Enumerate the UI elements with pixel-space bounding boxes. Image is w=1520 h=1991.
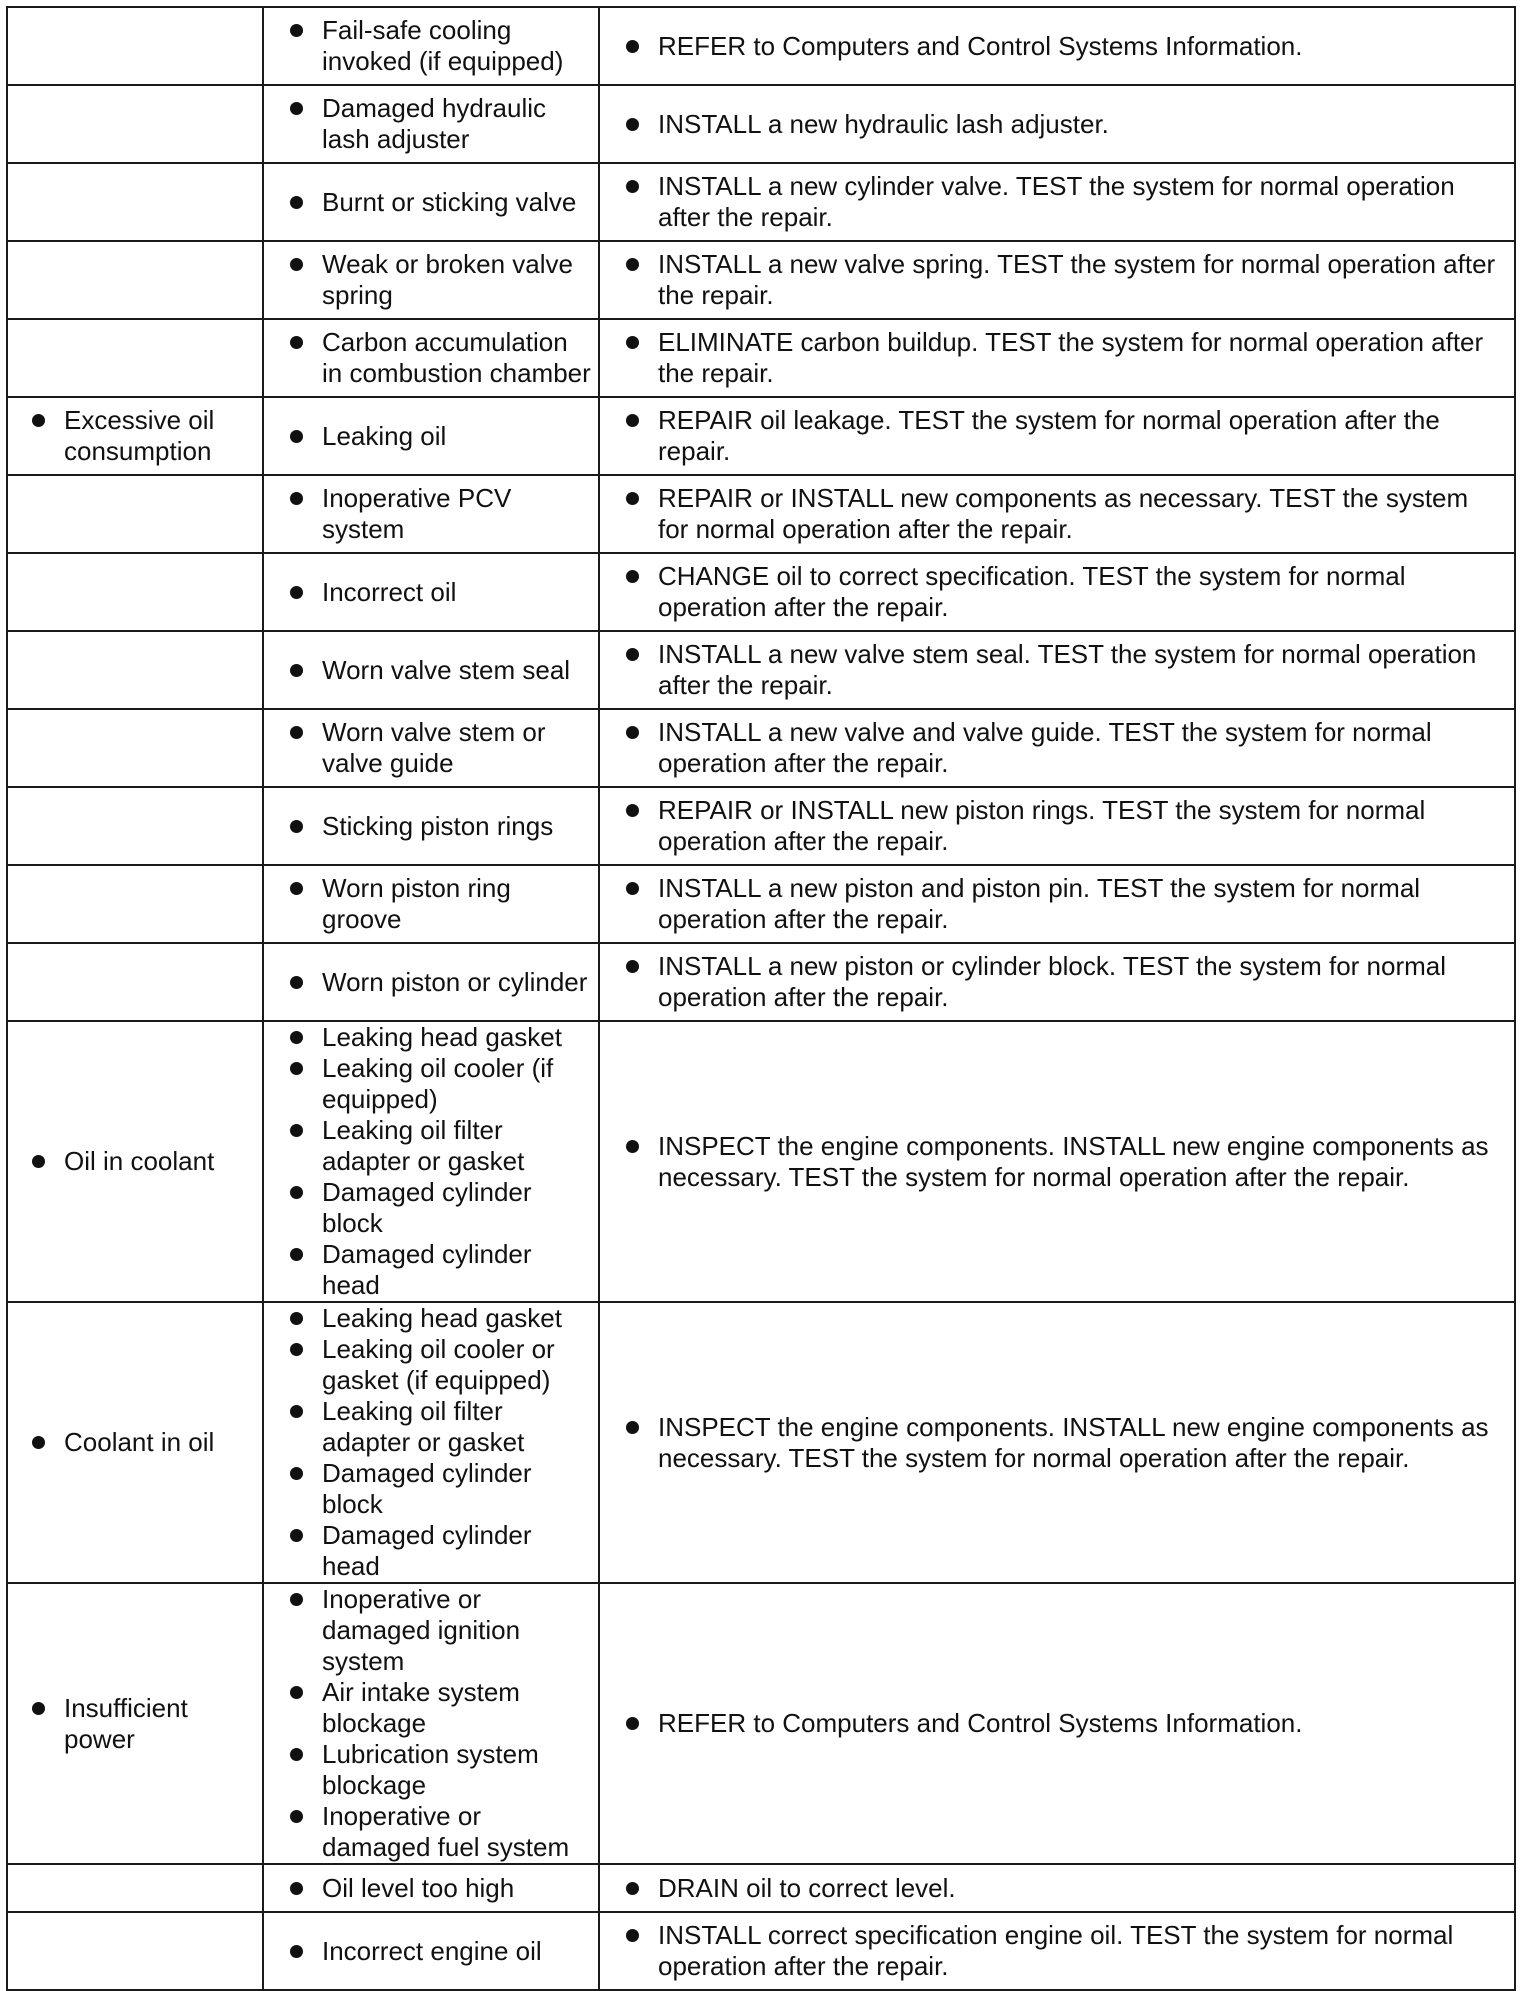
action-item: CHANGE oil to correct specification. TEST the system for normal operation after the repair. [600, 561, 1514, 623]
condition-item: Oil in coolant [8, 1146, 262, 1177]
cause-item: Leaking head gasket [264, 1303, 598, 1334]
table-row [7, 631, 1515, 709]
action-item: REPAIR oil leakage. TEST the system for normal operation after the repair. [600, 405, 1514, 467]
bullet-list [8, 1146, 262, 1177]
action-cell [599, 241, 1515, 319]
cause-item: Inoperative or damaged ignition system [264, 1584, 598, 1677]
action-item: REFER to Computers and Control Systems Information. [600, 1708, 1514, 1739]
bullet-list [600, 109, 1514, 140]
bullet-list [264, 717, 598, 779]
condition-item: Coolant in oil [8, 1427, 262, 1458]
cause-cell [263, 787, 599, 865]
condition-cell [7, 1583, 263, 1864]
action-item: REFER to Computers and Control Systems Information. [600, 31, 1514, 62]
action-cell [599, 631, 1515, 709]
bullet-list [600, 873, 1514, 935]
symptom-chart-body [7, 7, 1515, 1990]
action-item: ELIMINATE carbon buildup. TEST the system for normal operation after the repair. [600, 327, 1514, 389]
cause-item: Lubrication system blockage [264, 1739, 598, 1801]
condition-cell [7, 787, 263, 865]
table-row [7, 1583, 1515, 1864]
action-cell [599, 1583, 1515, 1864]
table-row [7, 943, 1515, 1021]
table-row [7, 397, 1515, 475]
bullet-list [264, 1873, 598, 1904]
condition-cell [7, 1302, 263, 1583]
cause-item: Sticking piston rings [264, 811, 598, 842]
symptom-chart-table [6, 6, 1516, 1991]
condition-cell [7, 163, 263, 241]
cause-item: Leaking oil [264, 421, 598, 452]
action-cell [599, 7, 1515, 85]
bullet-list [600, 1412, 1514, 1474]
cause-cell [263, 475, 599, 553]
action-item: REPAIR or INSTALL new components as necessary. TEST the system for normal operation after the repair. [600, 483, 1514, 545]
table-row [7, 85, 1515, 163]
bullet-list [600, 483, 1514, 545]
cause-cell [263, 7, 599, 85]
action-item: INSTALL a new piston and piston pin. TEST the system for normal operation after the repair. [600, 873, 1514, 935]
bullet-list [600, 639, 1514, 701]
bullet-list [264, 15, 598, 77]
action-cell [599, 865, 1515, 943]
cause-item: Leaking oil filter adapter or gasket [264, 1396, 598, 1458]
cause-item: Fail-safe cooling invoked (if equipped) [264, 15, 598, 77]
cause-item: Worn valve stem seal [264, 655, 598, 686]
action-item: INSTALL a new valve stem seal. TEST the system for normal operation after the repair. [600, 639, 1514, 701]
table-row [7, 241, 1515, 319]
table-row [7, 553, 1515, 631]
cause-cell [263, 709, 599, 787]
cause-cell [263, 85, 599, 163]
action-item: INSTALL a new hydraulic lash adjuster. [600, 109, 1514, 140]
condition-cell [7, 631, 263, 709]
bullet-list [600, 717, 1514, 779]
action-cell [599, 85, 1515, 163]
bullet-list [264, 873, 598, 935]
bullet-list [600, 1131, 1514, 1193]
bullet-list [600, 951, 1514, 1013]
cause-item: Leaking head gasket [264, 1022, 598, 1053]
cause-cell [263, 1864, 599, 1912]
table-row [7, 787, 1515, 865]
cause-cell [263, 397, 599, 475]
cause-cell [263, 865, 599, 943]
bullet-list [600, 31, 1514, 62]
table-row [7, 475, 1515, 553]
cause-cell [263, 1302, 599, 1583]
bullet-list [264, 1936, 598, 1967]
action-cell [599, 787, 1515, 865]
action-item: INSTALL a new valve spring. TEST the system for normal operation after the repair. [600, 249, 1514, 311]
cause-item: Weak or broken valve spring [264, 249, 598, 311]
cause-item: Damaged cylinder block [264, 1177, 598, 1239]
cause-cell [263, 943, 599, 1021]
condition-item: Insufficient power [8, 1693, 262, 1755]
bullet-list [600, 1708, 1514, 1739]
condition-cell [7, 397, 263, 475]
table-row [7, 1912, 1515, 1990]
condition-item: Excessive oil consumption [8, 405, 262, 467]
cause-item: Damaged cylinder head [264, 1520, 598, 1582]
cause-item: Damaged cylinder head [264, 1239, 598, 1301]
bullet-list [264, 1303, 598, 1582]
cause-cell [263, 1912, 599, 1990]
cause-cell [263, 1583, 599, 1864]
cause-item: Inoperative or damaged fuel system [264, 1801, 598, 1863]
cause-cell [263, 1021, 599, 1302]
bullet-list [600, 171, 1514, 233]
bullet-list [600, 405, 1514, 467]
action-cell [599, 319, 1515, 397]
cause-item: Leaking oil filter adapter or gasket [264, 1115, 598, 1177]
table-row [7, 1864, 1515, 1912]
action-cell [599, 709, 1515, 787]
condition-cell [7, 7, 263, 85]
bullet-list [600, 1920, 1514, 1982]
cause-cell [263, 553, 599, 631]
action-cell [599, 475, 1515, 553]
table-row [7, 7, 1515, 85]
table-row [7, 1302, 1515, 1583]
table-row [7, 163, 1515, 241]
action-cell [599, 1302, 1515, 1583]
action-cell [599, 397, 1515, 475]
bullet-list [264, 1584, 598, 1863]
bullet-list [600, 561, 1514, 623]
action-item: INSTALL a new valve and valve guide. TEST the system for normal operation after the repair. [600, 717, 1514, 779]
cause-item: Carbon accumulation in combustion chamber [264, 327, 598, 389]
action-cell [599, 1864, 1515, 1912]
cause-cell [263, 319, 599, 397]
action-cell [599, 1021, 1515, 1302]
action-cell [599, 553, 1515, 631]
cause-item: Air intake system blockage [264, 1677, 598, 1739]
cause-cell [263, 241, 599, 319]
bullet-list [264, 187, 598, 218]
action-item: REPAIR or INSTALL new piston rings. TEST the system for normal operation after the repair. [600, 795, 1514, 857]
condition-cell [7, 943, 263, 1021]
condition-cell [7, 1864, 263, 1912]
cause-item: Worn valve stem or valve guide [264, 717, 598, 779]
diagnostic-document [6, 6, 1514, 1991]
condition-cell [7, 475, 263, 553]
condition-cell [7, 709, 263, 787]
cause-item: Worn piston or cylinder [264, 967, 598, 998]
action-item: INSTALL a new cylinder valve. TEST the system for normal operation after the repair. [600, 171, 1514, 233]
action-item: INSPECT the engine components. INSTALL new engine components as necessary. TEST the system for normal operation after the repair. [600, 1412, 1514, 1474]
condition-cell [7, 1021, 263, 1302]
condition-cell [7, 865, 263, 943]
condition-cell [7, 241, 263, 319]
cause-cell [263, 163, 599, 241]
table-row [7, 319, 1515, 397]
bullet-list [264, 1022, 598, 1301]
cause-item: Damaged cylinder block [264, 1458, 598, 1520]
cause-item: Incorrect oil [264, 577, 598, 608]
action-item: INSPECT the engine components. INSTALL new engine components as necessary. TEST the system for normal operation after the repair. [600, 1131, 1514, 1193]
condition-cell [7, 85, 263, 163]
bullet-list [264, 249, 598, 311]
cause-item: Burnt or sticking valve [264, 187, 598, 218]
table-row [7, 709, 1515, 787]
condition-cell [7, 553, 263, 631]
bullet-list [600, 249, 1514, 311]
action-item: INSTALL a new piston or cylinder block. TEST the system for normal operation after the repair. [600, 951, 1514, 1013]
action-cell [599, 163, 1515, 241]
bullet-list [600, 795, 1514, 857]
bullet-list [264, 421, 598, 452]
bullet-list [264, 655, 598, 686]
bullet-list [600, 1873, 1514, 1904]
bullet-list [264, 327, 598, 389]
table-row [7, 1021, 1515, 1302]
cause-item: Worn piston ring groove [264, 873, 598, 935]
table-row [7, 865, 1515, 943]
action-cell [599, 943, 1515, 1021]
bullet-list [8, 1693, 262, 1755]
bullet-list [264, 811, 598, 842]
bullet-list [600, 327, 1514, 389]
bullet-list [264, 93, 598, 155]
condition-cell [7, 319, 263, 397]
cause-item: Oil level too high [264, 1873, 598, 1904]
action-item: DRAIN oil to correct level. [600, 1873, 1514, 1904]
cause-item: Inoperative PCV system [264, 483, 598, 545]
cause-item: Incorrect engine oil [264, 1936, 598, 1967]
bullet-list [264, 483, 598, 545]
bullet-list [8, 1427, 262, 1458]
cause-item: Leaking oil cooler or gasket (if equipped) [264, 1334, 598, 1396]
action-item: INSTALL correct specification engine oil. TEST the system for normal operation after the repair. [600, 1920, 1514, 1982]
cause-cell [263, 631, 599, 709]
bullet-list [264, 577, 598, 608]
action-cell [599, 1912, 1515, 1990]
bullet-list [264, 967, 598, 998]
cause-item: Leaking oil cooler (if equipped) [264, 1053, 598, 1115]
condition-cell [7, 1912, 263, 1990]
bullet-list [8, 405, 262, 467]
cause-item: Damaged hydraulic lash adjuster [264, 93, 598, 155]
